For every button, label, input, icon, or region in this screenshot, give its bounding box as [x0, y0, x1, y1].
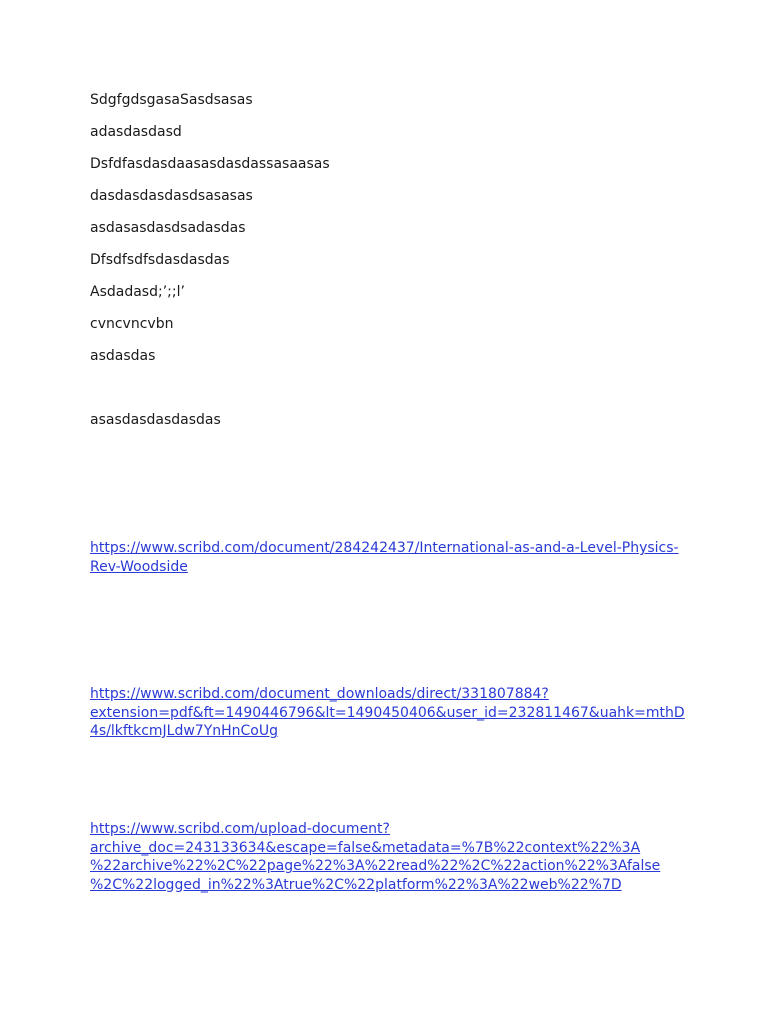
text-line-5: asdasasdasdsadasdas — [90, 220, 246, 236]
text-line-8: cvncvncvbn — [90, 316, 174, 332]
text-line-2: adasdasdasd — [90, 124, 182, 140]
text-line-9: asdasdas — [90, 348, 156, 364]
text-line-3: Dsfdfasdasdaasasdasdassasaasas — [90, 156, 330, 172]
hyperlink-upload-document-part-2: archive_doc=243133634&escape=false&metadata=%7B%22context%22%3A — [90, 839, 641, 856]
hyperlink-document-download-part-1: https://www.scribd.com/document_downloads/direct/331807884? — [90, 686, 549, 702]
hyperlink-physics-document-part-2: Rev-Woodside — [90, 558, 188, 575]
hyperlink-upload-document[interactable] — [90, 820, 690, 894]
hyperlink-physics-document-part-1: https://www.scribd.com/document/284242437/International-as-and-a-Level-Physics- — [90, 540, 679, 556]
hyperlink-upload-document-part-1: https://www.scribd.com/upload-document? — [90, 821, 390, 837]
text-line-6: Dfsdfsdfsdasdasdas — [90, 252, 230, 268]
hyperlink-document-download-part-2: extension=pdf&ft=1490446796&lt=1490450406&user_id=232811467&uahk=mthD — [90, 704, 685, 721]
hyperlink-upload-document-part-3: %22archive%22%2C%22page%22%3A%22read%22%2C%22action%22%3Afalse — [90, 858, 661, 874]
hyperlink-document-download[interactable] — [90, 685, 690, 741]
text-line-1: SdgfgdsgasaSasdsasas — [90, 92, 253, 108]
text-line-10: asasdasdasdasdas — [90, 412, 221, 428]
hyperlink-document-download-part-3: 4s/lkftkcmJLdw7YnHnCoUg — [90, 723, 279, 739]
hyperlink-upload-document-part-4: %2C%22logged_in%22%3Atrue%2C%22platform%22%3A%22web%22%7D — [90, 876, 622, 893]
text-line-7: Asdadasd;’;;l’ — [90, 284, 185, 300]
text-line-4: dasdasdasdasdsasasas — [90, 188, 253, 204]
hyperlink-physics-document[interactable] — [90, 539, 690, 576]
